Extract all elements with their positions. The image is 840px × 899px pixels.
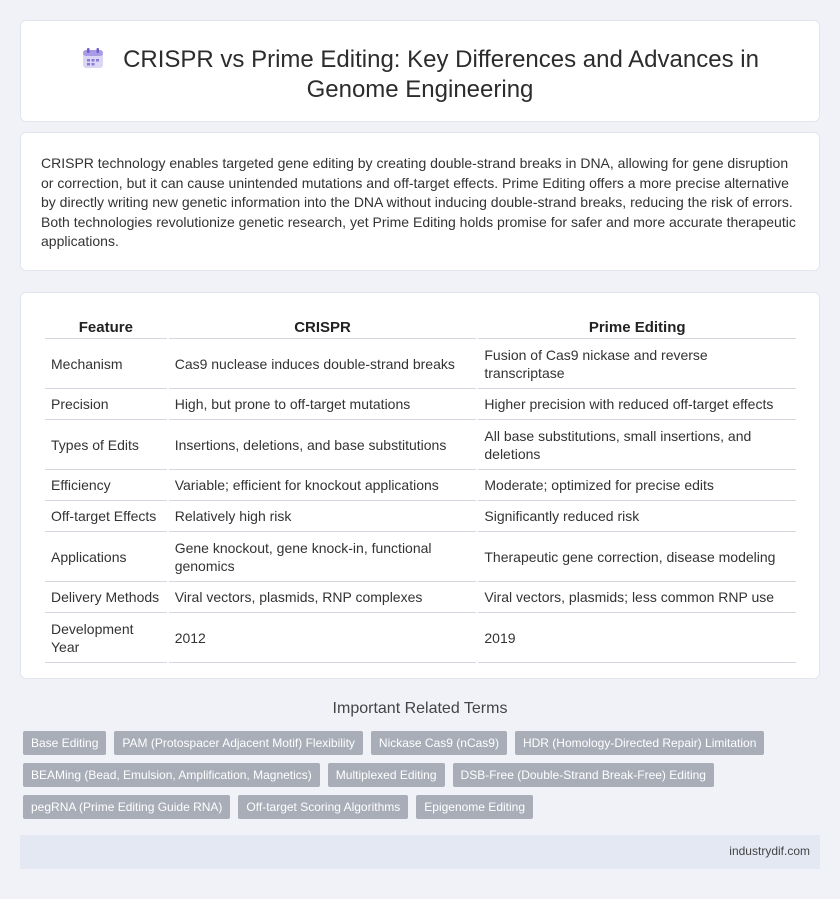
row-feature: Mechanism <box>45 339 167 389</box>
row-prime: Therapeutic gene correction, disease modeling <box>478 532 796 582</box>
footer-site[interactable]: industrydif.com <box>729 844 810 858</box>
tag-row <box>23 795 813 819</box>
tag-pegrna[interactable]: pegRNA (Prime Editing Guide RNA) <box>23 795 230 819</box>
tag-beaming[interactable]: BEAMing (Bead, Emulsion, Amplification, Magnetics) <box>23 763 320 787</box>
table-row <box>45 532 796 582</box>
table-row <box>45 470 796 501</box>
row-feature: Types of Edits <box>45 420 167 470</box>
page-title: CRISPR vs Prime Editing: Key Differences and Advances in Genome Engineering <box>123 46 759 103</box>
row-prime: Significantly reduced risk <box>478 501 796 532</box>
row-crispr: Cas9 nuclease induces double-strand breaks <box>169 339 477 389</box>
related-terms-title: Important Related Terms <box>332 700 508 717</box>
table-header-row <box>45 315 796 339</box>
tag-off-target-scoring[interactable]: Off-target Scoring Algorithms <box>238 795 408 819</box>
tag-base-editing[interactable]: Base Editing <box>23 731 106 755</box>
header-crispr: CRISPR <box>169 315 477 339</box>
comparison-table <box>43 315 798 663</box>
row-crispr: Relatively high risk <box>169 501 477 532</box>
table-row <box>45 420 796 470</box>
tag-hdr-limitation[interactable]: HDR (Homology-Directed Repair) Limitation <box>515 731 764 755</box>
tag-nickase-cas9[interactable]: Nickase Cas9 (nCas9) <box>371 731 507 755</box>
row-prime: Higher precision with reduced off-target effects <box>478 389 796 420</box>
comparison-table-card <box>20 292 820 679</box>
intro-card <box>20 132 820 271</box>
footer <box>20 835 820 869</box>
row-prime: Fusion of Cas9 nickase and reverse transcriptase <box>478 339 796 389</box>
row-feature: Applications <box>45 532 167 582</box>
row-crispr: 2012 <box>169 613 477 663</box>
row-crispr: Viral vectors, plasmids, RNP complexes <box>169 582 477 613</box>
calendar-icon <box>81 46 105 70</box>
row-prime: Viral vectors, plasmids; less common RNP use <box>478 582 796 613</box>
row-crispr: Insertions, deletions, and base substitutions <box>169 420 477 470</box>
tag-multiplexed-editing[interactable]: Multiplexed Editing <box>328 763 445 787</box>
table-row <box>45 613 796 663</box>
tag-row <box>23 731 813 755</box>
tag-row <box>23 763 813 787</box>
row-feature: Delivery Methods <box>45 582 167 613</box>
row-feature: Development Year <box>45 613 167 663</box>
related-terms-tags <box>23 731 813 827</box>
row-crispr: Variable; efficient for knockout applications <box>169 470 477 501</box>
table-row <box>45 339 796 389</box>
row-crispr: High, but prone to off-target mutations <box>169 389 477 420</box>
header-feature: Feature <box>45 315 167 339</box>
table-row <box>45 582 796 613</box>
table-row <box>45 389 796 420</box>
row-prime: All base substitutions, small insertions, and deletions <box>478 420 796 470</box>
intro-paragraph: CRISPR technology enables targeted gene editing by creating double-strand breaks in DNA, allowing for gene disruption or correction, but it can cause unintended mutations and off-target effects. Prime Editing offers a more precise alternative by directly writing new genetic information into the DNA without inducing double-strand breaks, reducing the risk of errors. Both technologies revolutionize genetic research, yet Prime Editing holds promise for safer and more accurate therapeutic applications. <box>41 155 796 249</box>
row-feature: Precision <box>45 389 167 420</box>
header-prime-editing: Prime Editing <box>478 315 796 339</box>
tag-pam-flexibility[interactable]: PAM (Protospacer Adjacent Motif) Flexibility <box>114 731 363 755</box>
header-card <box>20 20 820 122</box>
table-row <box>45 501 796 532</box>
row-feature: Off-target Effects <box>45 501 167 532</box>
row-prime: 2019 <box>478 613 796 663</box>
tag-dsb-free-editing[interactable]: DSB-Free (Double-Strand Break-Free) Editing <box>453 763 714 787</box>
row-crispr: Gene knockout, gene knock-in, functional genomics <box>169 532 477 582</box>
row-feature: Efficiency <box>45 470 167 501</box>
page-title-wrap <box>21 45 819 105</box>
tag-epigenome-editing[interactable]: Epigenome Editing <box>416 795 533 819</box>
row-prime: Moderate; optimized for precise edits <box>478 470 796 501</box>
